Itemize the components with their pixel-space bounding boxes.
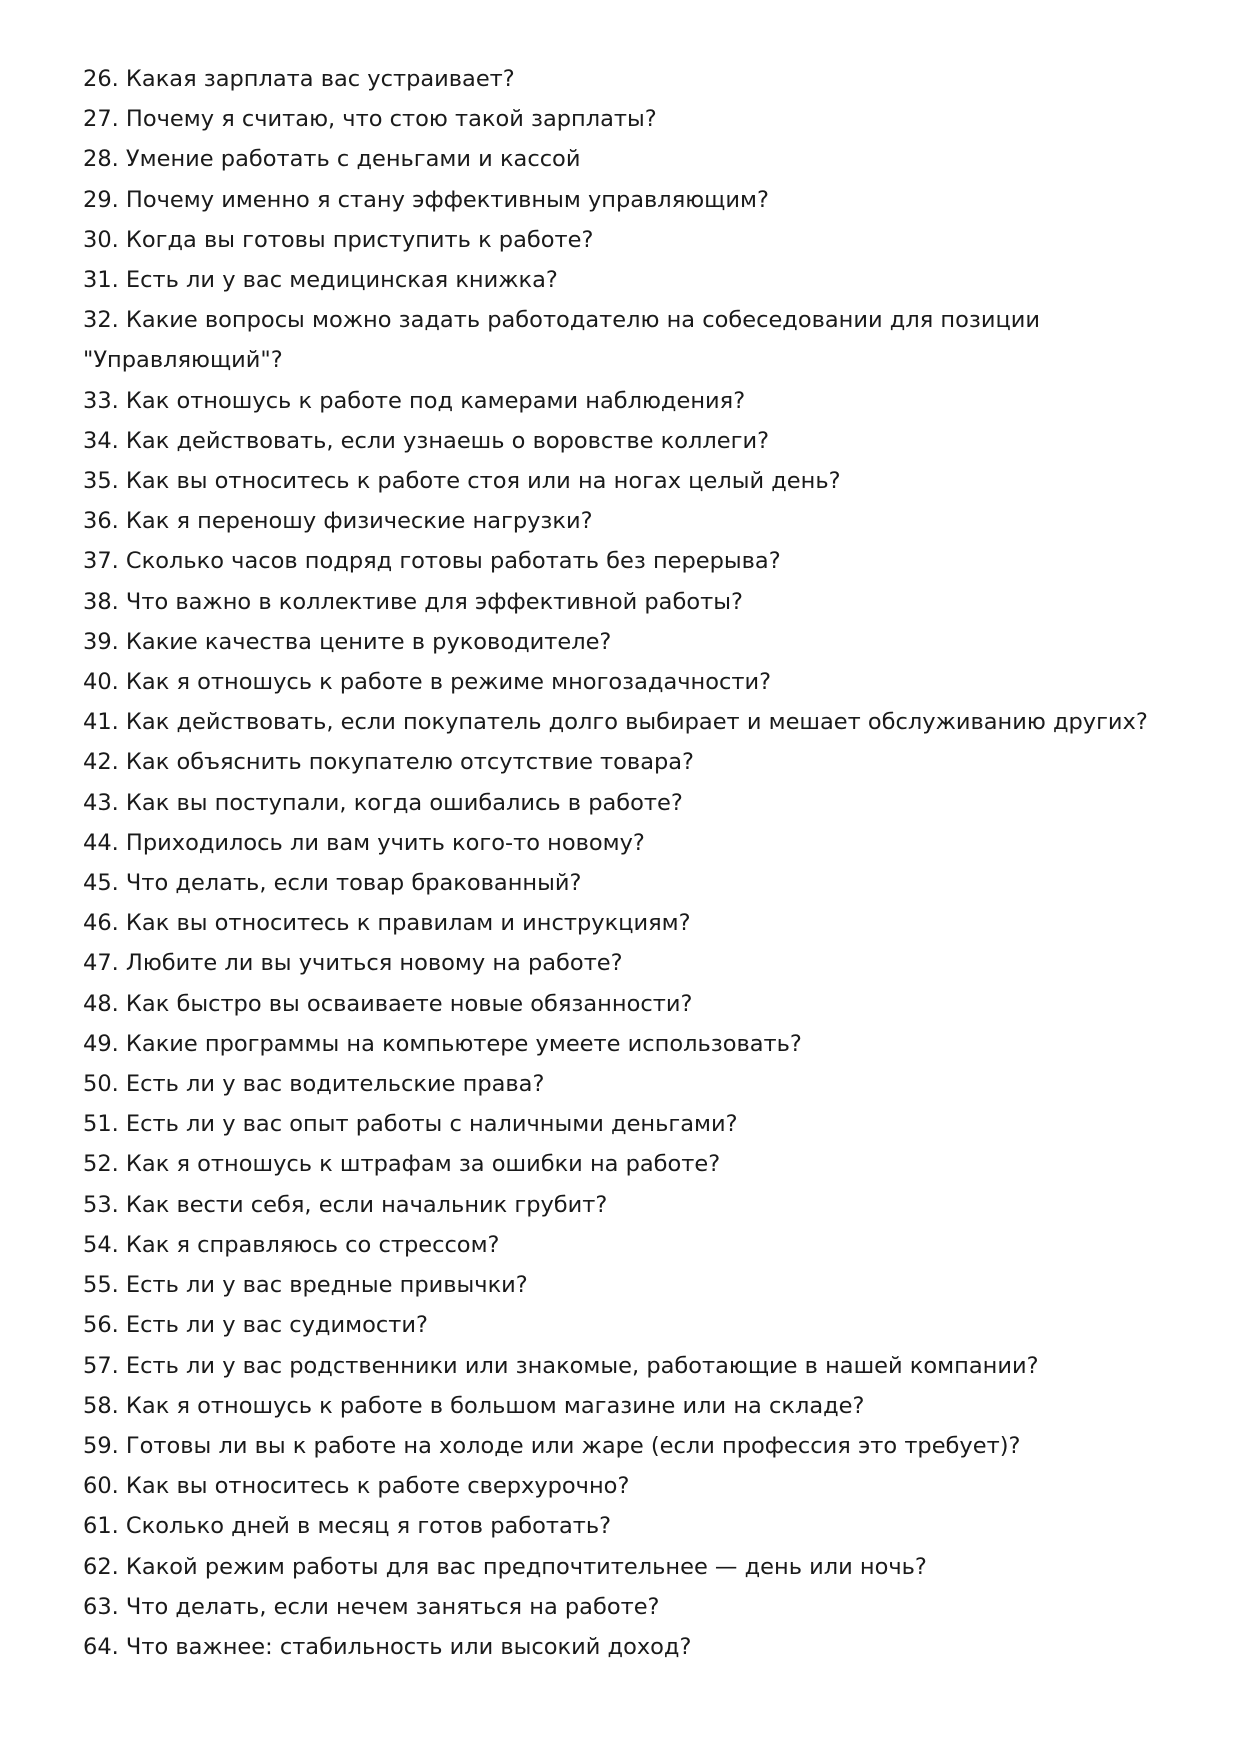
question-item: 29. Почему именно я стану эффективным управляющим?	[83, 186, 769, 213]
question-item: 53. Как вести себя, если начальник грубит?	[83, 1191, 608, 1218]
question-item: 27. Почему я считаю, что стою такой зарплаты?	[83, 106, 657, 133]
question-item: 59. Готовы ли вы к работе на холоде или жаре (если профессия это требует)?	[83, 1432, 1021, 1459]
question-item: 38. Что важно в коллективе для эффективной работы?	[83, 588, 743, 615]
question-item: 56. Есть ли у вас судимости?	[83, 1312, 428, 1339]
question-list	[83, 59, 1163, 1667]
question-item: 51. Есть ли у вас опыт работы с наличными деньгами?	[83, 1111, 738, 1138]
question-item: 58. Как я отношусь к работе в большом магазине или на складе?	[83, 1392, 865, 1419]
question-item: 31. Есть ли у вас медицинская книжка?	[83, 267, 558, 294]
question-item: 40. Как я отношусь к работе в режиме многозадачности?	[83, 669, 772, 696]
question-item: 60. Как вы относитесь к работе сверхурочно?	[83, 1473, 630, 1500]
question-item: 28. Умение работать с деньгами и кассой	[83, 146, 581, 173]
question-item: 43. Как вы поступали, когда ошибались в работе?	[83, 789, 683, 816]
question-item: 32. Какие вопросы можно задать работодателю на собеседовании для позиции "Управляющий"?	[83, 307, 1041, 374]
question-item: 63. Что делать, если нечем заняться на работе?	[83, 1593, 660, 1620]
question-item: 36. Как я переношу физические нагрузки?	[83, 508, 593, 535]
question-item: 30. Когда вы готовы приступить к работе?	[83, 226, 594, 253]
question-item: 46. Как вы относитесь к правилам и инструкциям?	[83, 910, 691, 937]
question-item: 44. Приходилось ли вам учить кого-то новому?	[83, 829, 645, 856]
question-item: 54. Как я справляюсь со стрессом?	[83, 1231, 500, 1258]
question-item: 42. Как объяснить покупателю отсутствие товара?	[83, 749, 694, 776]
question-item: 52. Как я отношусь к штрафам за ошибки на работе?	[83, 1151, 721, 1178]
question-item: 35. Как вы относитесь к работе стоя или на ногах целый день?	[83, 468, 841, 495]
question-item: 64. Что важнее: стабильность или высокий доход?	[83, 1633, 692, 1660]
question-item: 41. Как действовать, если покупатель долго выбирает и мешает обслуживанию других?	[83, 709, 1148, 736]
question-item: 34. Как действовать, если узнаешь о воровстве коллеги?	[83, 427, 770, 454]
question-item: 50. Есть ли у вас водительские права?	[83, 1071, 545, 1098]
question-item: 37. Сколько часов подряд готовы работать без перерыва?	[83, 548, 781, 575]
question-item: 45. Что делать, если товар бракованный?	[83, 870, 582, 897]
question-item: 57. Есть ли у вас родственники или знакомые, работающие в нашей компании?	[83, 1352, 1039, 1379]
question-item: 47. Любите ли вы учиться новому на работе?	[83, 950, 623, 977]
question-item: 55. Есть ли у вас вредные привычки?	[83, 1272, 528, 1299]
question-item: 61. Сколько дней в месяц я готов работать?	[83, 1513, 612, 1540]
question-item: 39. Какие качества цените в руководителе?	[83, 628, 612, 655]
question-item: 62. Какой режим работы для вас предпочтительнее — день или ночь?	[83, 1553, 927, 1580]
question-item: 49. Какие программы на компьютере умеете использовать?	[83, 1030, 802, 1057]
question-item: 33. Как отношусь к работе под камерами наблюдения?	[83, 387, 746, 414]
question-item: 26. Какая зарплата вас устраивает?	[83, 66, 515, 92]
question-item: 48. Как быстро вы осваиваете новые обязанности?	[83, 990, 693, 1017]
